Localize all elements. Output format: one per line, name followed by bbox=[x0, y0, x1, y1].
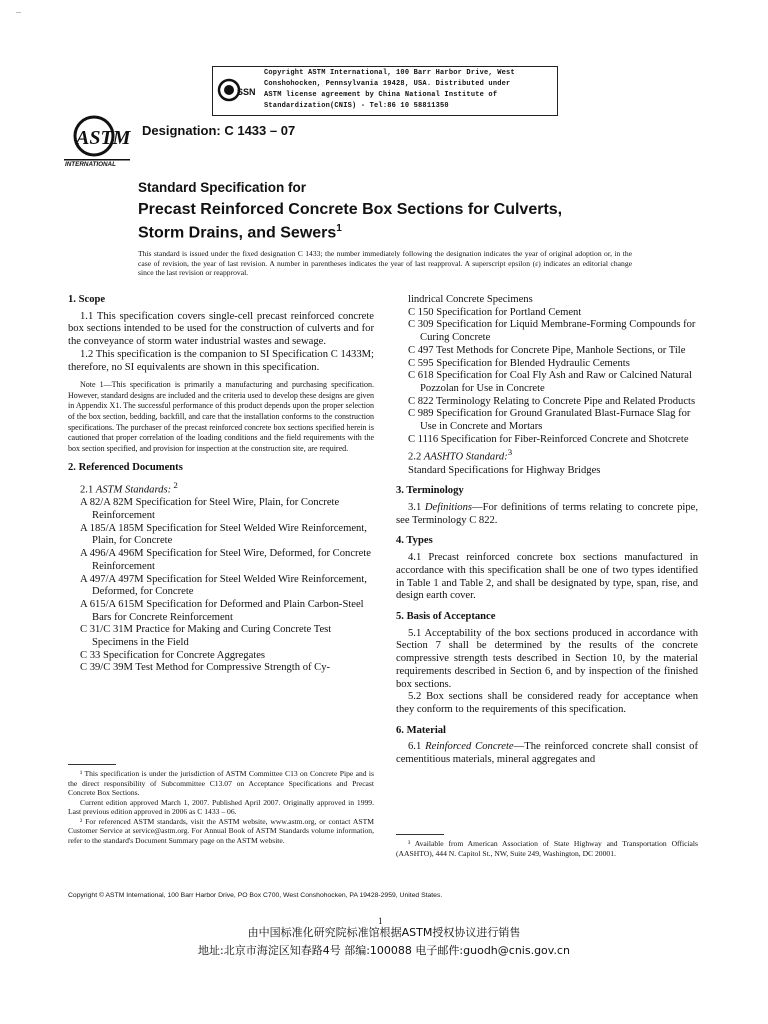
paragraph-4-1: 4.1 Precast reinforced concrete box sections manufactured in accordance with this specification shall be one of two types identified in Table 1 and Table 2, and shall be designated by type, span, rise, and design earth cover. bbox=[396, 552, 698, 602]
reference-item: A 496/A 496M Specification for Steel Wire, Deformed, for Concrete Reinforcement bbox=[80, 548, 371, 572]
left-footnotes bbox=[68, 764, 374, 845]
reference-item: A 185/A 185M Specification for Steel Welded Wire Reinforcement, Plain, for Concrete bbox=[80, 522, 367, 547]
page-number: 1 bbox=[378, 916, 383, 926]
paragraph-5-2: 5.2 Box sections shall be considered ready for acceptance when they conform to the requirements of this specification. bbox=[396, 691, 698, 715]
paragraph-5-1: 5.1 Acceptability of the box sections produced in accordance with Section 7 shall be determined by the results of the concrete compressive strength tests described in Section 10, by the material requirements described in Section 6, and by inspection of the finished box sections. bbox=[396, 627, 698, 690]
reference-item: C 497 Test Methods for Concrete Pipe, Manhole Sections, or Tile bbox=[408, 344, 686, 356]
footnote-mark: 2 bbox=[171, 480, 178, 491]
reference-item: C 150 Specification for Portland Cement bbox=[408, 306, 582, 318]
title-footnote-mark: 1 bbox=[336, 223, 342, 234]
paragraph-number: 6.1 bbox=[408, 741, 426, 753]
copyright-line: Standardization(CNIS) - Tel:86 10 58811350 bbox=[264, 102, 449, 110]
aashto-number: 2.2 bbox=[408, 451, 424, 463]
paragraph-label: Definitions bbox=[424, 502, 472, 514]
astm-standards-heading bbox=[68, 479, 374, 497]
reference-item: C 33 Specification for Concrete Aggregates bbox=[80, 649, 266, 661]
footnote-2: ² For referenced ASTM standards, visit the ASTM website, www.astm.org, or contact ASTM Customer Service at service@astm.org. For Annual Book of ASTM Standards volume information, refer to the standard's Document Summary page on the ASTM website. bbox=[68, 816, 374, 845]
footnote-3: ³ Available from American Association of State Highway and Transportation Officials (AASHTO), 444 N. Capitol St., NW, Suite 249, Washington, DC 20001. bbox=[396, 839, 698, 858]
astm-standards-label: ASTM Standards: bbox=[95, 484, 172, 496]
sn-logo-text: SSN bbox=[237, 87, 256, 97]
paragraph-text: —The reinforced concrete shall consist of cementitious materials, mineral aggregates and bbox=[396, 741, 698, 766]
svg-text:ASTM: ASTM bbox=[76, 127, 131, 149]
section-heading-referenced-documents: 2. Referenced Documents bbox=[68, 462, 183, 474]
section-heading-types: 4. Types bbox=[396, 535, 433, 547]
section-heading-material: 6. Material bbox=[396, 724, 447, 736]
footnote-rule bbox=[396, 834, 444, 835]
copyright-line: Copyright ASTM International, 100 Barr Harbor Drive, West bbox=[264, 69, 515, 77]
astm-logo-icon bbox=[64, 114, 132, 168]
title-line-2: Precast Reinforced Concrete Box Sections for Culverts, bbox=[138, 201, 563, 218]
paragraph-text: —For definitions of terms relating to concrete pipe, see Terminology C 822. bbox=[396, 502, 698, 526]
paragraph-3-1 bbox=[396, 502, 698, 527]
footer-copyright: Copyright © ASTM International, 100 Barr Harbor Drive, PO Box C700, West Conshohocken, PA 19428-2959, United States. bbox=[68, 892, 443, 899]
title-line-3-text: Storm Drains, and Sewers bbox=[138, 224, 337, 242]
reference-item: C 595 Specification for Blended Hydraulic Cements bbox=[408, 357, 630, 369]
reference-item: C 1116 Specification for Fiber-Reinforced Concrete and Shotcrete bbox=[408, 433, 689, 445]
sn-logo-icon bbox=[217, 78, 263, 102]
note-1: Note 1—This specification is primarily a manufacturing and purchasing specification. However, standard designs are included and the criteria used to develop these designs are given in Appendix X1. The successful performance of this product depends upon the proper selection of the box section, bedding, backfill, and care that the installation conforms to the construction specifications. The purchaser of the precast reinforced concrete box sections specified herein is cautioned that proper correlation of the loading conditions and the field requirements with the box section specified, and provision for inspection at the construction site, are required. bbox=[68, 380, 374, 453]
paragraph-6-1 bbox=[396, 741, 698, 766]
reference-item: C 309 Specification for Liquid Membrane-Forming Compounds for Curing Concrete bbox=[408, 319, 696, 344]
paragraph-1-2: 1.2 This specification is the companion to SI Specification C 1433M; therefore, no SI equivalents are shown in this specification. bbox=[68, 348, 374, 373]
designation: Designation: C 1433 – 07 bbox=[142, 123, 296, 138]
scan-mark bbox=[16, 12, 21, 13]
astm-logo-label: INTERNATIONAL bbox=[65, 161, 116, 168]
distribution-notice: 由中国标准化研究院标准馆根据ASTM授权协议进行销售 bbox=[247, 926, 521, 939]
reference-item: C 822 Terminology Relating to Concrete Pipe and Related Products bbox=[408, 395, 696, 407]
copyright-line: ASTM license agreement by China National Institute of bbox=[264, 91, 498, 99]
reference-item: A 497/A 497M Specification for Steel Welded Wire Reinforcement, Deformed, for Concrete bbox=[80, 573, 367, 598]
footnote-1-edition: Current edition approved March 1, 2007. Published April 2007. Originally approved in 1999. Last previous edition approved in 2006 as C 1433 – 06. bbox=[68, 797, 374, 816]
reference-item: C 39/C 39M Test Method for Compressive Strength of Cy- bbox=[80, 662, 331, 674]
right-footnotes bbox=[396, 834, 698, 858]
section-heading-terminology: 3. Terminology bbox=[396, 485, 464, 497]
copyright-text bbox=[264, 68, 556, 112]
aashto-standard-heading bbox=[396, 446, 698, 464]
reference-item: C 618 Specification for Coal Fly Ash and Raw or Calcined Natural Pozzolan for Use in Concrete bbox=[408, 370, 692, 394]
copyright-line: Conshohocken, Pennsylvania 19428, USA. Distributed under bbox=[264, 80, 511, 88]
paragraph-number: 3.1 bbox=[408, 502, 425, 514]
title-line-1: Standard Specification for bbox=[138, 180, 307, 195]
footnote-rule bbox=[68, 764, 116, 765]
paragraph-1-1: 1.1 This specification covers single-cell precast reinforced concrete box sections intended to be used for the construction of culverts and for the conveyance of storm water industrial wastes and sewage. bbox=[68, 310, 374, 348]
reference-continuation: lindrical Concrete Specimens bbox=[408, 294, 533, 305]
reference-item: A 82/A 82M Specification for Steel Wire, Plain, for Concrete Reinforcement bbox=[80, 497, 340, 522]
distributor-address: 地址:北京市海淀区知春路4号 部编:100088 电子邮件:guodh@cnis.gov.cn bbox=[198, 944, 570, 957]
reference-item: C 989 Specification for Ground Granulated Blast-Furnace Slag for Use in Concrete and Mortars bbox=[408, 408, 691, 433]
right-column bbox=[396, 294, 698, 767]
footnote-mark: 3 bbox=[507, 447, 513, 458]
title-line-3 bbox=[138, 219, 342, 242]
astm-standards-number: 2.1 bbox=[80, 484, 96, 496]
issued-note: This standard is issued under the fixed designation C 1433; the number immediately following the designation indicates the year of original adoption or, in the case of revision, the year of last revision. A number in parentheses indicates the year of last reapproval. A superscript epsilon (ε) indicates an editorial change since the last revision or reapproval. bbox=[138, 249, 632, 277]
section-heading-scope: 1. Scope bbox=[68, 294, 106, 305]
aashto-label: AASHTO Standard: bbox=[423, 451, 508, 463]
reference-item: Standard Specifications for Highway Bridges bbox=[408, 464, 601, 476]
section-heading-basis-of-acceptance: 5. Basis of Acceptance bbox=[396, 611, 496, 622]
footnote-1: ¹ This specification is under the jurisdiction of ASTM Committee C13 on Concrete Pipe and is the direct responsibility of Subcommittee C13.07 on Acceptance Specifications and Precast Concrete Box Sections. bbox=[68, 769, 374, 797]
paragraph-label: Reinforced Concrete bbox=[425, 741, 514, 753]
reference-item: C 31/C 31M Practice for Making and Curing Concrete Test Specimens in the Field bbox=[80, 624, 332, 649]
reference-item: A 615/A 615M Specification for Deformed and Plain Carbon-Steel Bars for Concrete Reinforcement bbox=[80, 598, 364, 623]
left-column bbox=[68, 294, 374, 675]
